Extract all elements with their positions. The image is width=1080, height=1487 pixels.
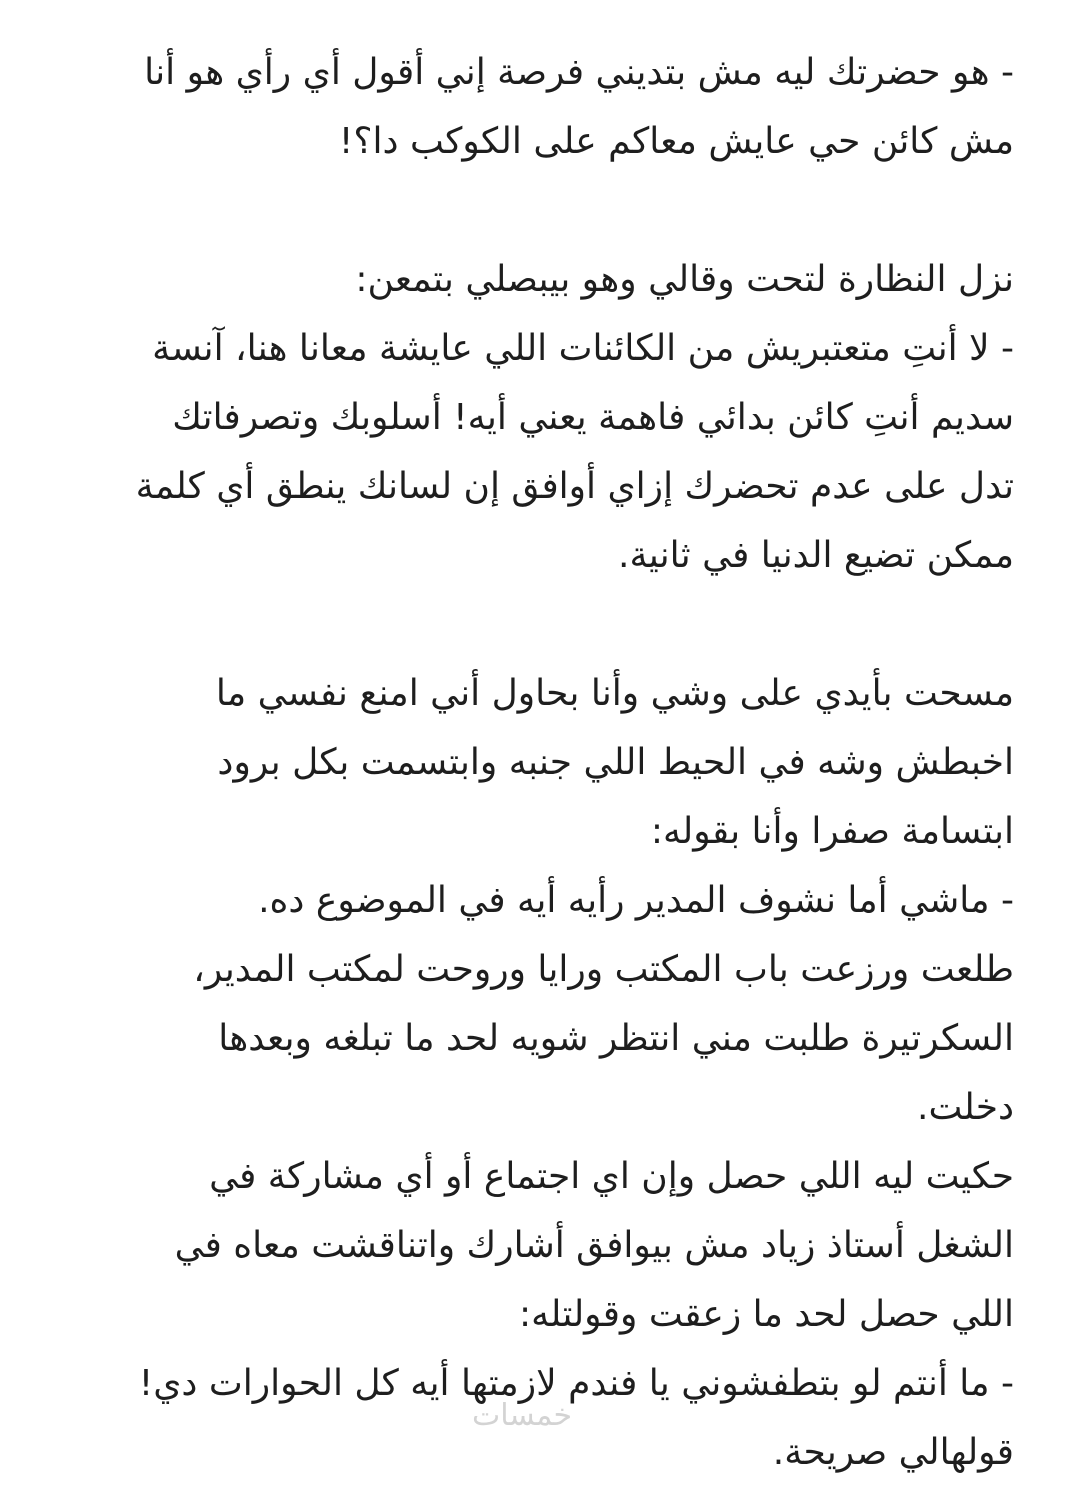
text-line: تدل على عدم تحضرك إزاي أوافق إن لسانك ينطق أي كلمة — [135, 466, 1014, 507]
text-line: ممكن تضيع الدنيا في ثانية. — [618, 535, 1014, 576]
text-line: - لا أنتِ متعتبريش من الكائنات اللي عايشة معانا هنا، آنسة — [152, 328, 1014, 369]
paragraph-3 — [74, 659, 1014, 1487]
text-line: - هو حضرتك ليه مش بتديني فرصة إني أقول أي رأي هو أنا — [144, 52, 1014, 93]
paragraph-gap — [74, 176, 1014, 245]
text-line: دخلت. — [917, 1087, 1014, 1128]
paragraph-2 — [74, 245, 1014, 590]
text-line: قولهالي صريحة. — [772, 1432, 1014, 1473]
text-line: - ماشي أما نشوف المدير رأيه أيه في الموضوع ده. — [258, 880, 1014, 921]
text-line: حكيت ليه اللي حصل وإن اي اجتماع أو أي مشاركة في — [209, 1156, 1014, 1197]
text-line: سديم أنتِ كائن بدائي فاهمة يعني أيه! أسلوبك وتصرفاتك — [172, 397, 1014, 438]
text-line: اخبطش وشه في الحيط اللي جنبه وابتسمت بكل برود — [217, 742, 1014, 783]
paragraph-1 — [74, 38, 1014, 176]
text-line: طلعت ورزعت باب المكتب ورايا وروحت لمكتب المدير، — [193, 949, 1014, 990]
text-line: مسحت بأيدي على وشي وأنا بحاول أني امنع نفسي ما — [215, 673, 1014, 714]
text-line: نزل النظارة لتحت وقالي وهو بيبصلي بتمعن: — [355, 259, 1014, 300]
text-line: - ما أنتم لو بتطفشوني يا فندم لازمتها أيه كل الحوارات دي! — [138, 1363, 1014, 1404]
text-line: اللي حصل لحد ما زعقت وقولتله: — [519, 1294, 1014, 1335]
text-line: الشغل أستاذ زياد مش بيوافق أشارك واتناقشت معاه في — [174, 1225, 1014, 1266]
story-text — [74, 38, 1014, 1487]
paragraph-gap — [74, 590, 1014, 659]
text-line: السكرتيرة طلبت مني انتظر شويه لحد ما تبلغه وبعدها — [218, 1018, 1014, 1059]
watermark: خمسات — [472, 1398, 573, 1433]
text-line: مش كائن حي عايش معاكم على الكوكب دا؟! — [338, 121, 1014, 162]
text-line: ابتسامة صفرا وأنا بقوله: — [650, 811, 1014, 852]
